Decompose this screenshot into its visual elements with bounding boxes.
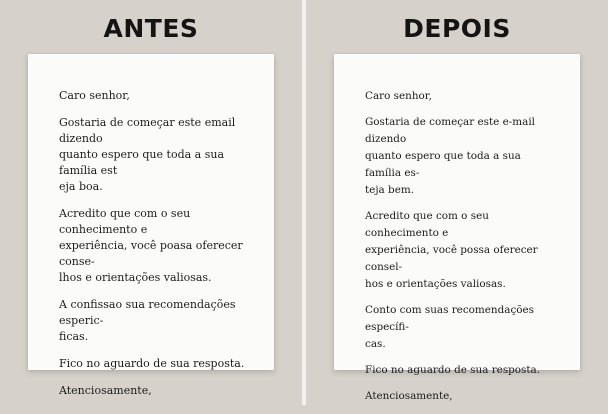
after-letter-sheet [334,54,580,402]
after-greeting: Caro senhor, [365,90,432,102]
before-paragraph-4: Fico no aguardo de sua resposta. [59,357,245,370]
before-heading: ANTES [103,14,199,43]
after-paragraph-4: Fico no aguardo de sua resposta. [365,364,541,376]
after-paragraph-3: Conto com suas recomendações específi- cas. [365,304,535,350]
before-letter-sheet [28,54,274,397]
before-panel [0,0,302,405]
after-paragraph-2: Acredito que com o seu conhecimento e experiência, você possa oferecer consel- hos e orientações valiosas. [365,210,538,290]
before-paragraph-2: Acredito que com o seu conhecimento e experiência, você poasa oferecer conse- lhos e orientações valiosas. [59,207,243,284]
before-paragraph-3: A confissao sua recomendações esperic- ficas. [59,298,236,343]
after-paragraph-1: Gostaria de começar este e-mail dizendo quanto espero que toda a sua família es- teja bem. [365,116,535,196]
before-greeting: Caro senhor, [59,89,130,102]
before-letter-text [59,88,250,410]
after-closing: Atenciosamente, [365,390,453,402]
before-paragraph-1: Gostaria de começar este email dizendo quanto espero que toda a sua família est eja boa. [59,116,236,193]
after-panel [306,0,608,405]
after-heading: DEPOIS [403,14,511,43]
before-closing: Atenciosamente, [59,384,152,397]
after-letter-text [365,88,556,414]
